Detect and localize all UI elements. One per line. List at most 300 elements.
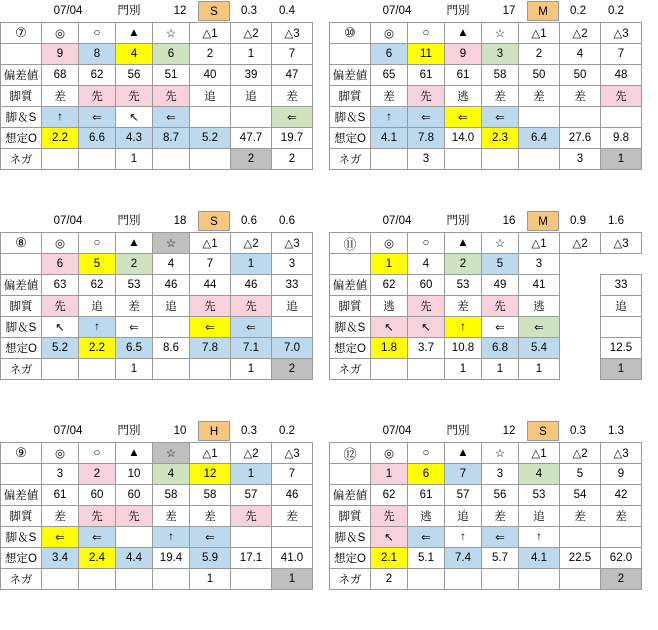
cell-r3-c2: 追	[79, 296, 116, 317]
cell-r1-c2: 2	[79, 464, 116, 485]
row-label: 脚質	[1, 506, 42, 527]
cell-r5-c4: 8.6	[153, 338, 190, 359]
cell-r2-c4: 49	[482, 275, 519, 296]
cell-r1-c7: 9	[601, 464, 642, 485]
cell-r1-c5: 4	[519, 464, 560, 485]
cell-r6-c5: 1	[190, 569, 231, 590]
cell-r2-c2: 60	[79, 485, 116, 506]
race-number: 10	[173, 425, 187, 437]
cell-r5-c5: 5.2	[190, 128, 231, 149]
cell-r1-c3: 2	[116, 254, 153, 275]
cell-r5-c2: 6.6	[79, 128, 116, 149]
table-row	[1, 359, 313, 380]
row-label	[330, 254, 371, 275]
cell-r1-c2: 5	[79, 254, 116, 275]
row-label: 偏差値	[330, 65, 371, 86]
cell-r6-c1	[42, 149, 79, 170]
cell-r4-c4	[153, 317, 190, 338]
row-label: 脚＆S	[1, 107, 42, 128]
cell-r5-c7: 12.5	[601, 338, 642, 359]
panel-header	[40, 420, 322, 442]
cell-r5-c6: 27.6	[560, 128, 601, 149]
cell-r3-c1: 差	[371, 86, 408, 107]
column-symbol-4: ☆	[482, 443, 519, 464]
cell-r2-c4: 51	[153, 65, 190, 86]
cell-r4-c7: ⇐	[272, 107, 313, 128]
cell-r6-c6	[231, 569, 272, 590]
column-symbol-7: △3	[601, 443, 642, 464]
cell-r2-c1: 62	[371, 485, 408, 506]
row-label	[1, 464, 42, 485]
panel-badge: ⑩	[330, 23, 371, 44]
cell-r2-c4: 58	[153, 485, 190, 506]
cell-r3-c7: 差	[272, 506, 313, 527]
cell-r5-c2: 2.2	[79, 338, 116, 359]
cell-r6-c6: 3	[560, 149, 601, 170]
cell-r6-c2	[79, 569, 116, 590]
race-table	[0, 232, 313, 380]
cell-r1-c4: 4	[153, 254, 190, 275]
cell-r6-c1	[42, 359, 79, 380]
race-grade-badge: S	[527, 421, 559, 441]
race-value-2: 0.6	[279, 215, 295, 227]
row-label: 脚質	[1, 86, 42, 107]
cell-r2-c3: 60	[116, 485, 153, 506]
cell-r3-c7: 差	[601, 506, 642, 527]
row-label: 脚＆S	[330, 107, 371, 128]
column-symbol-3: ▲	[116, 443, 153, 464]
race-panel	[329, 0, 658, 210]
cell-r3-c7: 先	[601, 86, 642, 107]
race-panel	[329, 210, 658, 420]
cell-r3-c4: 差	[153, 506, 190, 527]
cell-r2-c5: 44	[190, 275, 231, 296]
race-value-1: 0.9	[570, 215, 586, 227]
cell-r5-c6: 17.1	[231, 548, 272, 569]
table-header-row	[1, 23, 313, 44]
cell-r3-c5: 追	[190, 86, 231, 107]
cell-r1-c2: 6	[408, 464, 445, 485]
cell-r6-c3	[445, 149, 482, 170]
table-row	[330, 128, 642, 149]
panel-header	[40, 210, 322, 232]
cell-r6-c5	[519, 569, 560, 590]
race-value-1: 0.3	[241, 5, 257, 17]
race-value-2: 1.6	[608, 215, 624, 227]
cell-r4-c1: ⇐	[42, 527, 79, 548]
cell-r1-c7: 7	[272, 464, 313, 485]
race-date: 07/04	[382, 215, 412, 227]
cell-r1-c4: 6	[153, 44, 190, 65]
race-place: 門別	[117, 425, 141, 437]
cell-r2-c1: 61	[42, 485, 79, 506]
cell-r4-c6	[560, 527, 601, 548]
cell-r4-c5	[190, 107, 231, 128]
row-label: ネガ	[330, 359, 371, 380]
panel-header	[369, 0, 651, 22]
cell-r2-c6: 57	[231, 485, 272, 506]
cell-r1-c6: 1	[231, 44, 272, 65]
cell-r3-c6: 差	[560, 506, 601, 527]
cell-r1-c6	[560, 254, 601, 275]
row-label: 想定O	[330, 338, 371, 359]
cell-r1-c3: 2	[445, 254, 482, 275]
cell-r6-c1: 2	[371, 569, 408, 590]
cell-r1-c4: 3	[482, 44, 519, 65]
cell-r5-c1: 5.2	[42, 338, 79, 359]
race-panel	[0, 0, 329, 210]
cell-r3-c6: 先	[231, 506, 272, 527]
row-label: ネガ	[1, 569, 42, 590]
race-date: 07/04	[53, 425, 83, 437]
cell-r3-c3: 差	[445, 296, 482, 317]
cell-r2-c4: 56	[482, 485, 519, 506]
cell-r4-c6	[231, 527, 272, 548]
cell-r3-c6	[560, 296, 601, 317]
cell-r5-c7: 19.7	[272, 128, 313, 149]
cell-r1-c4: 5	[482, 254, 519, 275]
row-label: 脚質	[1, 296, 42, 317]
cell-r1-c7	[601, 254, 642, 275]
race-date: 07/04	[382, 425, 412, 437]
cell-r2-c1: 65	[371, 65, 408, 86]
cell-r4-c4: ⇐	[482, 527, 519, 548]
cell-r6-c5: 1	[519, 359, 560, 380]
row-label	[1, 44, 42, 65]
cell-r6-c6: 1	[231, 359, 272, 380]
cell-r5-c6: 47.7	[231, 128, 272, 149]
cell-r2-c6: 50	[560, 65, 601, 86]
cell-r2-c2: 60	[408, 275, 445, 296]
cell-r5-c5: 7.8	[190, 338, 231, 359]
cell-r4-c4: ⇐	[482, 107, 519, 128]
cell-r1-c2: 11	[408, 44, 445, 65]
cell-r5-c1: 2.1	[371, 548, 408, 569]
table-row	[1, 86, 313, 107]
table-row	[330, 254, 642, 275]
cell-r4-c1: ↖	[371, 527, 408, 548]
table-row	[1, 506, 313, 527]
cell-r1-c1: 3	[42, 464, 79, 485]
cell-r2-c5: 40	[190, 65, 231, 86]
cell-r5-c3: 6.5	[116, 338, 153, 359]
cell-r5-c4: 19.4	[153, 548, 190, 569]
cell-r3-c3: 先	[116, 86, 153, 107]
cell-r6-c2	[79, 359, 116, 380]
column-symbol-2: ○	[79, 443, 116, 464]
cell-r4-c4: ⇐	[482, 317, 519, 338]
cell-r1-c5: 12	[190, 464, 231, 485]
row-label: ネガ	[330, 149, 371, 170]
cell-r3-c4: 差	[482, 506, 519, 527]
cell-r4-c2: ⇐	[79, 107, 116, 128]
cell-r5-c7: 41.0	[272, 548, 313, 569]
table-row	[1, 548, 313, 569]
cell-r5-c4: 5.7	[482, 548, 519, 569]
cell-r2-c2: 61	[408, 485, 445, 506]
cell-r6-c4	[153, 359, 190, 380]
table-row	[330, 275, 642, 296]
race-value-1: 0.2	[570, 5, 586, 17]
column-symbol-3: ▲	[116, 233, 153, 254]
cell-r2-c7: 47	[272, 65, 313, 86]
column-symbol-7: △3	[272, 233, 313, 254]
cell-r5-c1: 3.4	[42, 548, 79, 569]
cell-r4-c7	[601, 107, 642, 128]
panel-badge: ⑨	[1, 443, 42, 464]
cell-r6-c6	[560, 359, 601, 380]
column-symbol-6: △2	[560, 443, 601, 464]
panel-header	[40, 0, 322, 22]
panel-badge: ⑪	[330, 233, 371, 254]
cell-r1-c5: 7	[190, 254, 231, 275]
cell-r2-c1: 63	[42, 275, 79, 296]
cell-r5-c6	[560, 338, 601, 359]
cell-r6-c6: 2	[231, 149, 272, 170]
table-row	[1, 464, 313, 485]
cell-r5-c3: 10.8	[445, 338, 482, 359]
cell-r6-c4	[153, 149, 190, 170]
race-value-1: 0.3	[570, 425, 586, 437]
row-label: 脚＆S	[1, 527, 42, 548]
cell-r5-c5: 4.1	[519, 548, 560, 569]
cell-r4-c4: ↑	[153, 527, 190, 548]
cell-r2-c1: 68	[42, 65, 79, 86]
table-header-row	[330, 23, 642, 44]
row-label: 脚質	[330, 506, 371, 527]
cell-r6-c3	[116, 569, 153, 590]
row-label: 脚＆S	[330, 527, 371, 548]
column-symbol-5: △1	[190, 23, 231, 44]
cell-r6-c7: 2	[272, 359, 313, 380]
cell-r3-c5: 差	[190, 506, 231, 527]
cell-r2-c2: 62	[79, 275, 116, 296]
cell-r4-c1: ↖	[371, 317, 408, 338]
cell-r6-c1	[371, 149, 408, 170]
column-symbol-1: ◎	[42, 443, 79, 464]
table-row	[1, 485, 313, 506]
cell-r5-c2: 2.4	[79, 548, 116, 569]
cell-r3-c5: 差	[519, 86, 560, 107]
table-header-row	[1, 233, 313, 254]
cell-r4-c5	[519, 107, 560, 128]
cell-r6-c4	[482, 569, 519, 590]
race-grade-badge: S	[198, 1, 230, 21]
column-symbol-7: △3	[601, 23, 642, 44]
column-symbol-2: ○	[79, 23, 116, 44]
cell-r6-c5	[519, 149, 560, 170]
table-row	[330, 527, 642, 548]
column-symbol-1: ◎	[42, 23, 79, 44]
cell-r5-c5: 5.4	[519, 338, 560, 359]
cell-r1-c4: 4	[153, 464, 190, 485]
race-panel	[0, 420, 329, 630]
race-value-1: 0.6	[241, 215, 257, 227]
row-label: 偏差値	[1, 275, 42, 296]
table-row	[330, 485, 642, 506]
row-label: ネガ	[1, 149, 42, 170]
column-symbol-6: △2	[560, 233, 601, 254]
cell-r3-c5: 逃	[519, 296, 560, 317]
cell-r6-c5	[190, 359, 231, 380]
column-symbol-4: ☆	[153, 23, 190, 44]
cell-r1-c1: 1	[371, 254, 408, 275]
cell-r2-c6: 46	[231, 275, 272, 296]
cell-r5-c6: 22.5	[560, 548, 601, 569]
cell-r3-c6: 追	[231, 86, 272, 107]
row-label: 想定O	[330, 128, 371, 149]
cell-r3-c1: 先	[371, 506, 408, 527]
cell-r4-c6	[231, 107, 272, 128]
column-symbol-1: ◎	[371, 23, 408, 44]
cell-r2-c6: 39	[231, 65, 272, 86]
race-grade-badge: H	[198, 421, 230, 441]
cell-r6-c2: 3	[408, 149, 445, 170]
table-row	[1, 44, 313, 65]
cell-r1-c5: 3	[519, 254, 560, 275]
cell-r1-c3: 10	[116, 464, 153, 485]
cell-r4-c5: ⇐	[519, 317, 560, 338]
cell-r6-c7: 1	[601, 359, 642, 380]
cell-r2-c5: 53	[519, 485, 560, 506]
cell-r3-c1: 先	[42, 296, 79, 317]
row-label	[330, 44, 371, 65]
cell-r1-c5: 2	[519, 44, 560, 65]
cell-r2-c6: 54	[560, 485, 601, 506]
cell-r4-c2: ⇐	[79, 527, 116, 548]
race-table	[329, 22, 642, 170]
cell-r1-c6: 1	[231, 464, 272, 485]
cell-r1-c3: 4	[116, 44, 153, 65]
cell-r4-c3	[116, 527, 153, 548]
cell-r1-c1: 1	[371, 464, 408, 485]
cell-r5-c5: 6.4	[519, 128, 560, 149]
cell-r6-c4	[482, 149, 519, 170]
column-symbol-3: ▲	[116, 23, 153, 44]
race-number: 17	[502, 5, 516, 17]
table-row	[330, 107, 642, 128]
cell-r6-c4	[153, 569, 190, 590]
column-symbol-2: ○	[408, 233, 445, 254]
table-row	[330, 338, 642, 359]
table-row	[1, 149, 313, 170]
column-symbol-2: ○	[408, 443, 445, 464]
cell-r5-c1: 4.1	[371, 128, 408, 149]
cell-r4-c4: ⇐	[153, 107, 190, 128]
column-symbol-1: ◎	[42, 233, 79, 254]
cell-r4-c6	[560, 107, 601, 128]
table-row	[1, 296, 313, 317]
cell-r2-c7: 46	[272, 485, 313, 506]
column-symbol-4: ☆	[482, 233, 519, 254]
row-label: ネガ	[1, 359, 42, 380]
cell-r4-c7	[601, 317, 642, 338]
race-grade-badge: M	[527, 1, 559, 21]
cell-r1-c1: 6	[42, 254, 79, 275]
column-symbol-1: ◎	[371, 443, 408, 464]
cell-r1-c3: 7	[445, 464, 482, 485]
cell-r3-c3: 先	[116, 506, 153, 527]
race-number: 18	[173, 215, 187, 227]
cell-r6-c7: 2	[272, 149, 313, 170]
cell-r4-c5: ↑	[519, 527, 560, 548]
column-symbol-3: ▲	[445, 233, 482, 254]
table-header-row	[330, 443, 642, 464]
cell-r3-c4: 先	[482, 296, 519, 317]
cell-r2-c1: 62	[371, 275, 408, 296]
column-symbol-1: ◎	[371, 233, 408, 254]
table-row	[330, 359, 642, 380]
panel-badge: ⑦	[1, 23, 42, 44]
race-value-2: 0.4	[279, 5, 295, 17]
cell-r2-c2: 62	[79, 65, 116, 86]
table-row	[1, 254, 313, 275]
row-label: 偏差値	[1, 485, 42, 506]
column-symbol-6: △2	[231, 443, 272, 464]
cell-r6-c6	[560, 569, 601, 590]
cell-r4-c3: ⇐	[116, 317, 153, 338]
cell-r5-c1: 1.8	[371, 338, 408, 359]
table-row	[1, 338, 313, 359]
cell-r1-c2: 4	[408, 254, 445, 275]
panel-badge: ⑧	[1, 233, 42, 254]
race-table	[0, 442, 313, 590]
cell-r3-c1: 差	[42, 86, 79, 107]
column-symbol-5: △1	[519, 443, 560, 464]
cell-r2-c6	[560, 275, 601, 296]
column-symbol-6: △2	[231, 233, 272, 254]
table-row	[330, 86, 642, 107]
column-symbol-5: △1	[190, 233, 231, 254]
table-header-row	[330, 233, 642, 254]
race-grade-badge: S	[198, 211, 230, 231]
cell-r3-c2: 逃	[408, 506, 445, 527]
race-place: 門別	[117, 215, 141, 227]
cell-r5-c2: 7.8	[408, 128, 445, 149]
race-date: 07/04	[53, 215, 83, 227]
cell-r4-c7	[272, 527, 313, 548]
cell-r6-c5	[190, 149, 231, 170]
cell-r3-c5: 先	[190, 296, 231, 317]
cell-r2-c7: 33	[272, 275, 313, 296]
panel-header	[369, 420, 651, 442]
cell-r2-c3: 53	[445, 275, 482, 296]
cell-r4-c2: ↑	[79, 317, 116, 338]
cell-r3-c2: 先	[79, 506, 116, 527]
cell-r1-c7: 7	[601, 44, 642, 65]
cell-r3-c7: 追	[601, 296, 642, 317]
race-place: 門別	[446, 5, 470, 17]
row-label	[1, 254, 42, 275]
row-label: 脚＆S	[1, 317, 42, 338]
cell-r5-c4: 6.8	[482, 338, 519, 359]
race-place: 門別	[446, 425, 470, 437]
cell-r2-c7: 33	[601, 275, 642, 296]
row-label: 脚質	[330, 296, 371, 317]
cell-r4-c5: ⇐	[190, 317, 231, 338]
column-symbol-5: △1	[519, 233, 560, 254]
table-row	[1, 569, 313, 590]
table-row	[1, 317, 313, 338]
race-table	[329, 232, 642, 380]
cell-r3-c7: 差	[272, 86, 313, 107]
cell-r1-c7: 7	[272, 44, 313, 65]
row-label: ネガ	[330, 569, 371, 590]
cell-r3-c1: 逃	[371, 296, 408, 317]
cell-r2-c4: 46	[153, 275, 190, 296]
cell-r1-c6: 4	[560, 44, 601, 65]
panel-badge: ⑫	[330, 443, 371, 464]
